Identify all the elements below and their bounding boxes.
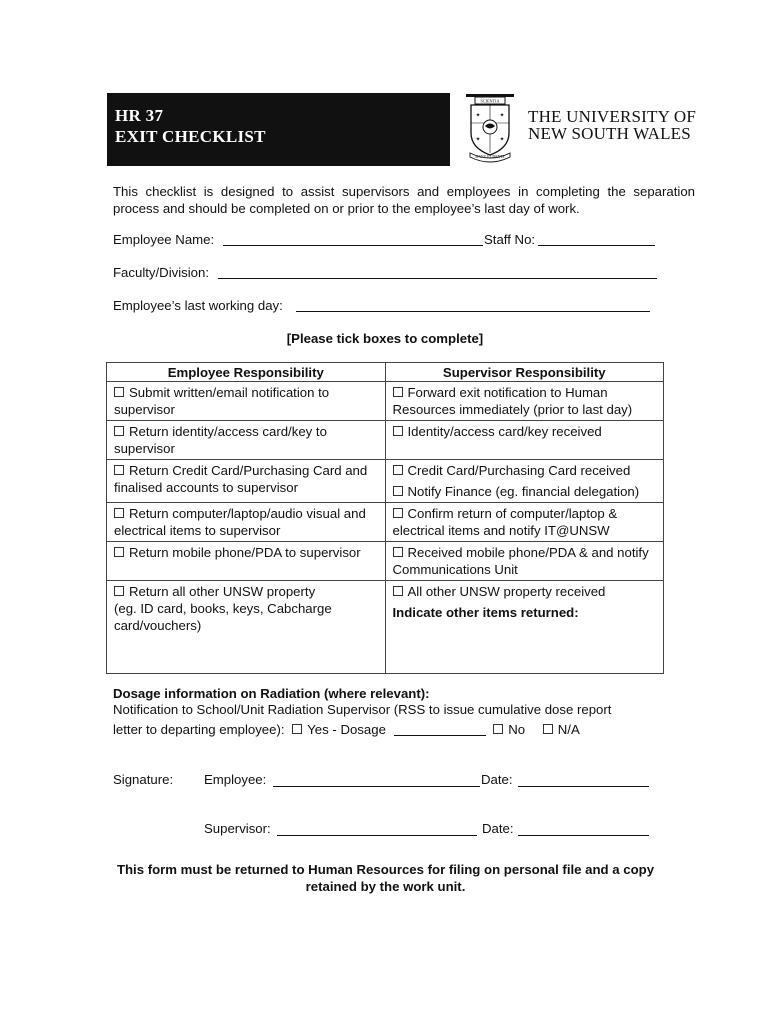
employee-signature-label: Employee:	[204, 772, 267, 787]
supervisor-cell	[385, 460, 664, 503]
employee-cell	[107, 382, 386, 421]
employee-signature-line[interactable]	[273, 786, 480, 787]
unsw-crest-icon	[465, 93, 515, 163]
svg-text:✦: ✦	[499, 137, 505, 143]
yes-label: Yes - Dosage	[307, 722, 386, 737]
supervisor-cell	[385, 382, 664, 421]
form-title: EXIT CHECKLIST	[115, 127, 266, 146]
table-row	[107, 421, 664, 460]
svg-text:✦: ✦	[475, 113, 481, 119]
employee-cell	[107, 460, 386, 503]
checkbox[interactable]	[393, 387, 403, 397]
checkbox[interactable]	[393, 586, 403, 596]
checkbox[interactable]	[393, 486, 403, 496]
checkbox[interactable]	[114, 387, 124, 397]
faculty-label: Faculty/Division:	[113, 265, 210, 280]
employee-item: Return mobile phone/PDA to supervisor	[129, 545, 361, 560]
supervisor-date-line[interactable]	[518, 835, 649, 836]
dosage-heading: Dosage information on Radiation (where relevant):	[113, 686, 430, 701]
crest-motto: SCIENTIA	[480, 98, 500, 104]
svg-text:✦: ✦	[475, 137, 481, 143]
checkbox[interactable]	[114, 426, 124, 436]
faculty-line[interactable]	[218, 278, 657, 279]
table-row	[107, 503, 664, 542]
staff-no-label: Staff No:	[484, 232, 536, 247]
checkbox[interactable]	[393, 465, 403, 475]
employee-date-label: Date:	[481, 772, 513, 787]
checkbox[interactable]	[114, 586, 124, 596]
employee-cell	[107, 581, 386, 674]
table-header-row	[107, 363, 664, 382]
supervisor-item: Confirm return of computer/laptop & electrical items and notify IT@UNSW	[392, 506, 618, 538]
employee-item: Submit written/email notification to supervisor	[114, 385, 330, 417]
dosage-line-2	[113, 721, 580, 738]
checkbox[interactable]	[114, 508, 124, 518]
supervisor-item: Received mobile phone/PDA & and notify Communications Unit	[392, 545, 649, 577]
employee-item: Return computer/laptop/audio visual and electrical items to supervisor	[114, 506, 366, 538]
supervisor-cell	[385, 421, 664, 460]
employee-cell	[107, 503, 386, 542]
signature-label: Signature:	[113, 772, 174, 787]
supervisor-item: Credit Card/Purchasing Card received	[407, 463, 631, 478]
last-day-label: Employee’s last working day:	[113, 298, 283, 313]
checkbox[interactable]	[393, 426, 403, 436]
yes-checkbox[interactable]	[292, 724, 302, 734]
employee-name-line[interactable]	[223, 245, 483, 246]
form-title-block	[107, 93, 450, 166]
dosage-amount-line[interactable]	[394, 735, 486, 736]
employee-item: Return Credit Card/Purchasing Card and finalised accounts to supervisor	[114, 463, 368, 495]
employee-name-label: Employee Name:	[113, 232, 215, 247]
crest-banner: MANU ET MENTE	[475, 155, 505, 159]
no-label: No	[508, 722, 526, 737]
form-code: HR 37	[115, 106, 164, 125]
table-row	[107, 542, 664, 581]
employee-cell	[107, 542, 386, 581]
checklist-table	[106, 362, 664, 674]
footer-note: This form must be returned to Human Resources for filing on personal file and a copy retained by the work unit.	[116, 862, 655, 894]
no-checkbox[interactable]	[493, 724, 503, 734]
tick-instruction: [Please tick boxes to complete]	[286, 331, 484, 346]
university-name	[528, 108, 696, 142]
supervisor-item: All other UNSW property received	[407, 584, 606, 599]
supervisor-cell	[385, 503, 664, 542]
table-row	[107, 460, 664, 503]
na-label: N/A	[557, 722, 580, 737]
checkbox[interactable]	[393, 508, 403, 518]
university-line-2: NEW SOUTH WALES	[528, 124, 691, 143]
intro-paragraph: This checklist is designed to assist supervisors and employees in completing the separation process and should be completed on or prior to the employee’s last day of work.	[113, 184, 695, 216]
dosage-line-2-prefix: letter to departing employee):	[113, 722, 285, 737]
last-day-line[interactable]	[296, 311, 650, 312]
employee-cell	[107, 421, 386, 460]
dosage-line-1: Notification to School/Unit Radiation Supervisor (RSS to issue cumulative dose report	[113, 702, 612, 717]
staff-no-line[interactable]	[538, 245, 655, 246]
employee-column-header: Employee Responsibility	[107, 363, 386, 382]
supervisor-cell	[385, 581, 664, 674]
svg-text:✦: ✦	[499, 113, 505, 119]
table-row	[107, 382, 664, 421]
checkbox[interactable]	[114, 465, 124, 475]
employee-date-line[interactable]	[518, 786, 649, 787]
employee-note: (eg. ID card, books, keys, Cabcharge card/vouchers)	[114, 601, 332, 633]
table-row	[107, 581, 664, 674]
supervisor-item: Identity/access card/key received	[407, 424, 602, 439]
university-line-1: THE UNIVERSITY OF	[528, 107, 697, 126]
supervisor-column-header: Supervisor Responsibility	[385, 363, 664, 382]
checkbox[interactable]	[393, 547, 403, 557]
supervisor-item: Notify Finance (eg. financial delegation)	[407, 484, 640, 499]
supervisor-signature-line[interactable]	[277, 835, 477, 836]
employee-item: Return all other UNSW property	[129, 584, 316, 599]
employee-item: Return identity/access card/key to supervisor	[114, 424, 327, 456]
supervisor-item: Forward exit notification to Human Resources immediately (prior to last day)	[392, 385, 633, 417]
supervisor-note: Indicate other items returned:	[392, 605, 579, 620]
supervisor-date-label: Date:	[482, 821, 514, 836]
na-checkbox[interactable]	[543, 724, 553, 734]
checkbox[interactable]	[114, 547, 124, 557]
supervisor-signature-label: Supervisor:	[204, 821, 271, 836]
supervisor-cell	[385, 542, 664, 581]
